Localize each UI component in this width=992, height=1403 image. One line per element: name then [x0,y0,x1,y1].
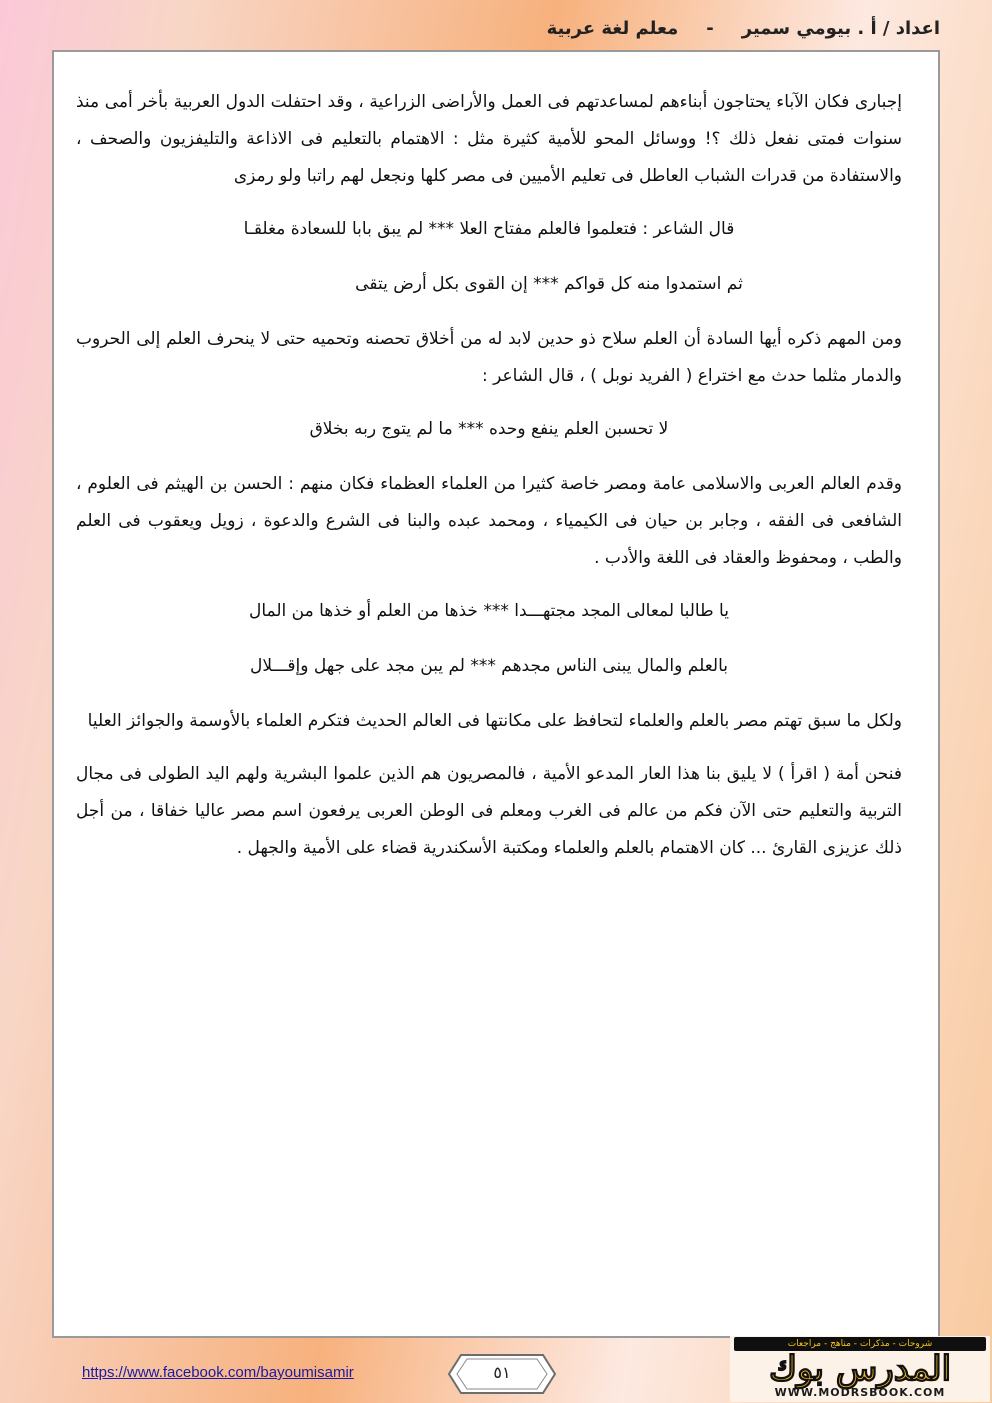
facebook-link[interactable]: https://www.facebook.com/bayoumisamir [82,1364,354,1381]
header-separator: - [706,17,714,39]
page-content [76,84,902,883]
poem-verse-1: قال الشاعر : فتعلموا فالعلم مفتاح العلا *** لم يبق بابا للسعادة مغلقـا [243,219,735,239]
poem-verse-5: بالعلم والمال يبنى الناس مجدهم *** لم يبن مجد على جهل وإقـــلال [249,656,728,676]
paragraph-illiteracy-means: إجبارى فكان الآباء يحتاجون أبناءهم لمساعدتهم فى العمل والأراضى الزراعية ، وقد احتفلت الدول العربية بأخر أمى منذ سنوات فمتى نفعل ذلك ؟! ووسائل المحو للأمية كثيرة مثل : الاهتمام بالتعليم فى الاذاعة والتليفزيون والصحف ، والاستفادة من قدرات الشباب العاطل فى تعليم الأميين فى مصر كلها ونجعل لهم راتبا ولو رمزى [76,92,902,186]
page-number: ٥١ [493,1363,511,1382]
paragraph-egypt-honors: ولكل ما سبق تهتم مصر بالعلم والعلماء لتحافظ على مكانتها فى العالم الحديث فتكرم العلماء بالأوسمة والجوائز العليا [87,711,902,731]
page-header [300,8,940,48]
site-logo[interactable] [730,1336,990,1402]
poem-verse-4: يا طالبا لمعالى المجد مجتهـــدا *** خذها من العلم أو خذها من المال [249,601,729,621]
page-frame [52,50,940,1338]
header-role: معلم لغة عربية [546,17,679,39]
paragraph-conclusion: فنحن أمة ( اقرأ ) لا يليق بنا هذا العار المدعو الأمية ، فالمصريون هم الذين علموا البشرية ولهم اليد الطولى فى مجال التربية والتعليم حتى الآن فكم من عالم فى الغرب ومعلم فى الوطن العربى يرفعون اسم مصر عاليا خفاقا ، من أجل ذلك عزيزى القارئ ... كان الاهتمام بالعلم والعلماء ومكتبة الأسكندرية قضاء على الأمية والجهل . [76,764,902,858]
header-author: اعداد / أ . بيومي سمير [741,17,940,39]
logo-tagline: شروحات - مذكرات - مناهج - مراجعات [734,1337,986,1351]
poem-verse-2: ثم استمدوا منه كل قواكم *** إن القوى بكل أرض يتقى [355,274,743,294]
logo-site-url: WWW.MODRSBOOK.COM [774,1386,946,1399]
logo-brand: المدرس بوك [768,1349,952,1389]
page-number-badge [447,1353,557,1395]
paragraph-great-scholars: وقدم العالم العربى والاسلامى عامة ومصر خاصة كثيرا من العلماء العظماء فكان منهم : الحسن بن الهيثم فى العلوم ، الشافعى فى الفقه ، وجابر بن حيان فى الكيمياء ، ومحمد عبده والبنا فى الشرع والدعوة ، زويل ويعقوب فى العلم والطب ، ومحفوظ والعقاد فى اللغة والأدب . [76,474,902,568]
paragraph-science-ethics: ومن المهم ذكره أيها السادة أن العلم سلاح ذو حدين لابد له من أخلاق تحصنه وتحميه حتى لا ينحرف العلم إلى الحروب والدمار مثلما حدث مع اختراع ( الفريد نوبل ) ، قال الشاعر : [76,329,902,386]
poem-verse-3: لا تحسبن العلم ينفع وحده *** ما لم يتوج ربه بخلاق [309,419,669,439]
